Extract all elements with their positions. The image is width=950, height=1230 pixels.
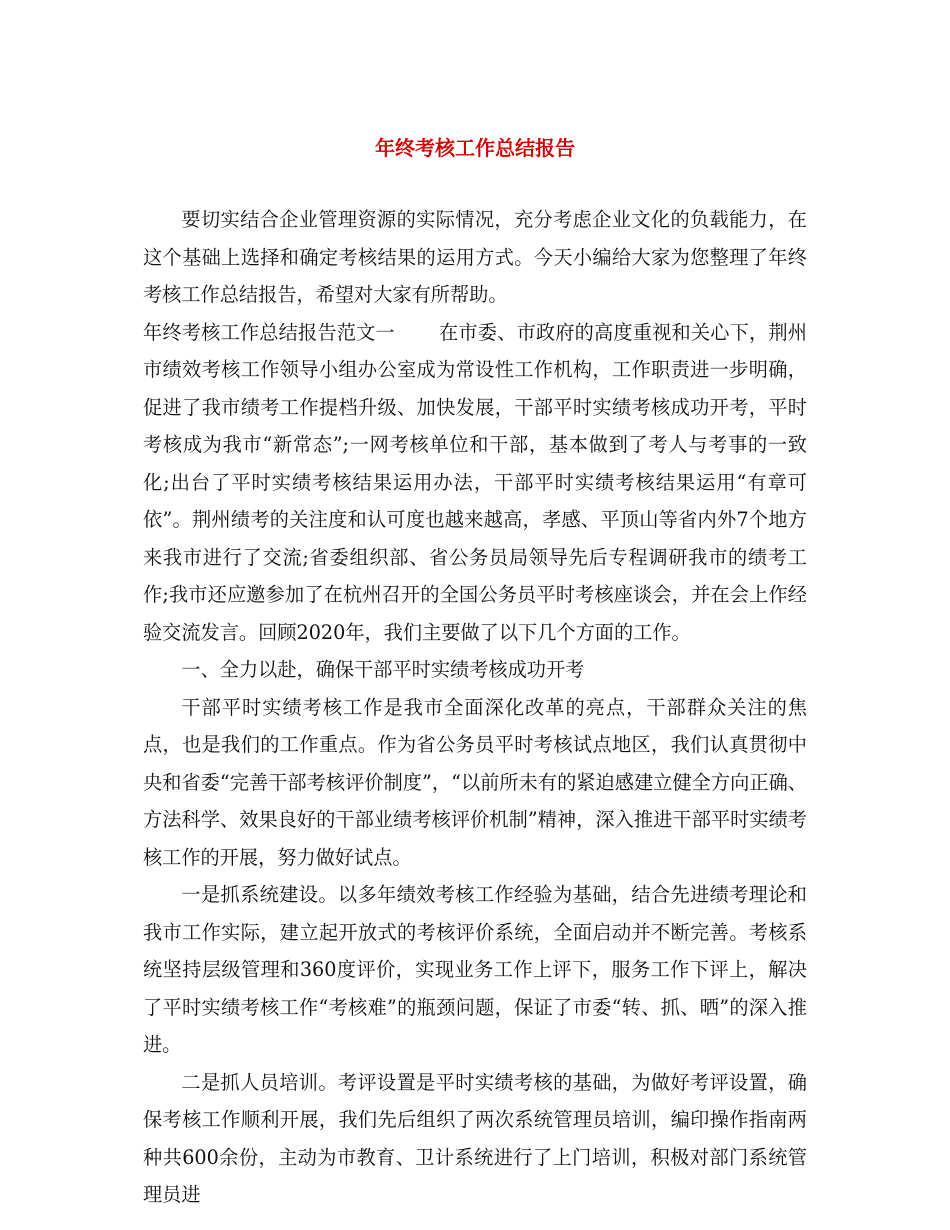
- section-heading: 一、全力以赴，确保干部平时实绩考核成功开考: [181, 658, 585, 681]
- point-paragraph-1: 一是抓系统建设。以多年绩效考核工作经验为基础，结合先进绩考理论和我市工作实际，建立起开放式的考核评价系统，全面启动并不断完善。考核系统坚持层级管理和360度评价，实现业务工作上评下，服务工作下评上，解决了平时实绩考核工作“考核难”的瓶颈问题，保证了市委“转、抓、晒”的深入推进。: [143, 883, 807, 1056]
- sample-heading: 年终考核工作总结报告范文一: [143, 320, 395, 344]
- sample-body: 在市委、市政府的高度重视和关心下，荆州市绩效考核工作领导小组办公室成为常设性工作机构，工作职责进一步明确，促进了我市绩考工作提档升级、加快发展，干部平时实绩考核成功开考，平时考核成为我市“新常态”;一网考核单位和干部，基本做到了考人与考事的一致化;出台了平时实绩考核结果运用办法，干部平时实绩考核结果运用“有章可依”。荆州绩考的关注度和认可度也越来越高，孝感、平顶山等省内外7个地方来我市进行了交流;省委组织部、省公务员局领导先后专程调研我市的绩考工作;我市还应邀参加了在杭州召开的全国公务员平时考核座谈会，并在会上作经验交流发言。回顾2020年，我们主要做了以下几个方面的工作。: [143, 320, 807, 644]
- intro-paragraph: 要切实结合企业管理资源的实际情况，充分考虑企业文化的负载能力，在这个基础上选择和确定考核结果的运用方式。今天小编给大家为您整理了年终考核工作总结报告，希望对大家有所帮助。: [143, 208, 807, 306]
- document-title: 年终考核工作总结报告: [375, 136, 575, 160]
- point-paragraph-2: 二是抓人员培训。考评设置是平时实绩考核的基础，为做好考评设置，确保考核工作顺利开展，我们先后组织了两次系统管理员培训，编印操作指南两种共600余份，主动为市教育、卫计系统进行了上门培训，积极对部门系统管理员进: [143, 1070, 807, 1206]
- document-body: [143, 201, 807, 1214]
- section-paragraph: 干部平时实绩考核工作是我市全面深化改革的亮点，干部群众关注的焦点，也是我们的工作重点。作为省公务员平时考核试点地区，我们认真贯彻中央和省委“完善干部考核评价制度”，“以前所未有的紧迫感建立健全方向正确、方法科学、效果良好的干部业绩考核评价机制”精神，深入推进干部平时实绩考核工作的开展，努力做好试点。: [143, 695, 807, 869]
- sample-paragraph: [143, 314, 807, 652]
